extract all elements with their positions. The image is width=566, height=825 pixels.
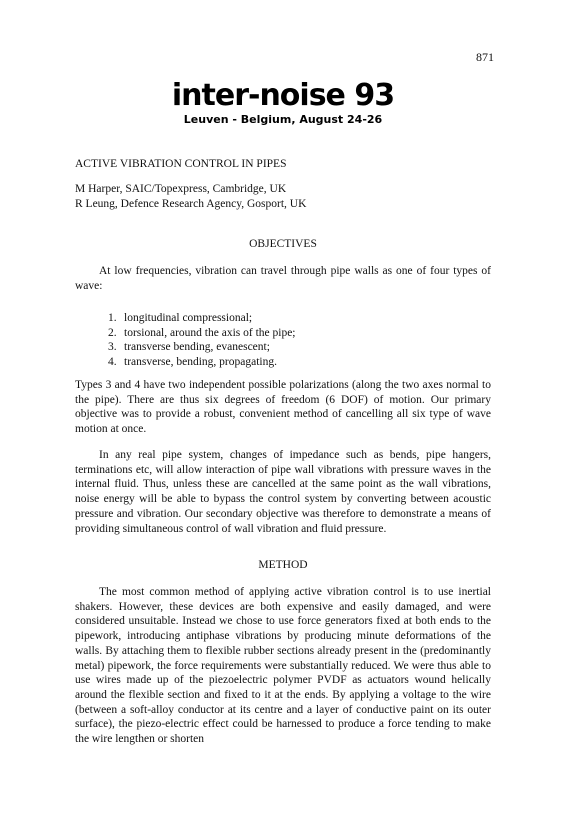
- wave-type-list: [108, 311, 296, 370]
- list-text: transverse, bending, propagating.: [124, 356, 277, 369]
- list-number: 2.: [108, 326, 117, 339]
- page-number: 871: [476, 50, 494, 64]
- objectives-paragraph-2: Types 3 and 4 have two independent possible polarizations (along the two axes normal to the pipe). There are thus six degrees of freedom (6 DOF) of motion. Our primary objective was to provide a robust, convenient method of cancelling all six type of wave motion at once.: [75, 379, 491, 436]
- list-number: 1.: [108, 312, 117, 324]
- list-item: [108, 326, 296, 341]
- objectives-paragraph-3: In any real pipe system, changes of impedance such as bends, pipe hangers, terminations etc, will allow interaction of pipe wall vibrations with pressure waves in the internal fluid. Thus, unless these are cancelled at the same point as the wall vibrations, noise energy will be able to bypass the control system by converting between acoustic pressure and vibration. Our secondary objective was therefore to demonstrate a means of providing simultaneous control of wall vibration and fluid pressure.: [75, 449, 491, 535]
- conference-subtitle: Leuven - Belgium, August 24-26: [183, 113, 383, 126]
- paper-title: ACTIVE VIBRATION CONTROL IN PIPES: [75, 158, 287, 170]
- objectives-intro: At low frequencies, vibration can travel through pipe walls as one of four types of wave:: [75, 265, 491, 292]
- list-text: torsional, around the axis of the pipe;: [124, 326, 296, 339]
- list-item: [108, 311, 296, 326]
- method-paragraph-1: The most common method of applying active vibration control is to use inertial shakers. However, these devices are both expensive and easily damaged, and were considered unsuitable. Instead we chose to use force generators fixed at both ends to the pipework, introducing antiphase vibrations by producing minute deformations of the walls. By attaching them to flexible rubber sections already present in the (predominantly metal) pipework, the force requirements were substantially reduced. We were thus able to use wires made up of the piezoelectric polymer PVDF as actuators wound helically around the flexible section and fixed to it at the ends. By applying a voltage to the wire (between a soft-alloy conductor at its centre and a layer of conductive paint on its outer surface), the piezo-electric effect could be harnessed to produce a force tending to make the wire lengthen or shorten: [75, 586, 491, 746]
- list-text: longitudinal compressional;: [124, 312, 253, 324]
- conference-title: inter-noise 93: [171, 78, 395, 113]
- author-1: M Harper, SAIC/Topexpress, Cambridge, UK: [75, 183, 287, 195]
- list-text: transverse bending, evanescent;: [124, 341, 270, 354]
- list-item: [108, 355, 296, 370]
- method-heading: METHOD: [258, 559, 308, 571]
- objectives-heading: OBJECTIVES: [249, 238, 317, 250]
- list-item: [108, 340, 296, 355]
- author-2: R Leung, Defence Research Agency, Gosport, UK: [75, 198, 307, 210]
- list-number: 3.: [108, 341, 117, 354]
- list-number: 4.: [108, 356, 117, 369]
